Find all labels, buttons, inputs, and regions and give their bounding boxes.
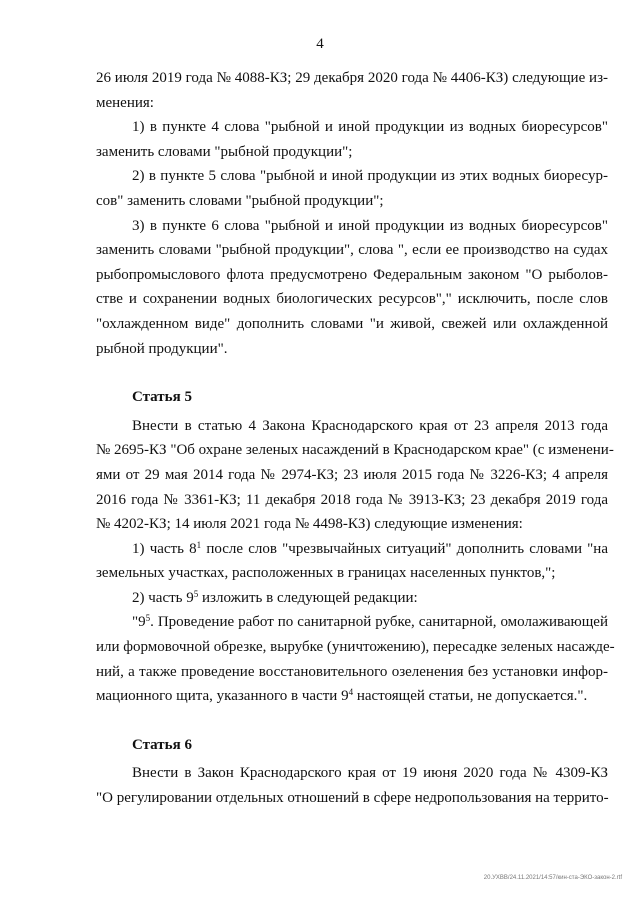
file-footer: 20.УХВВ/24.11.2021/14:57/кин-ста-ЭКО-закон-2.rtf (483, 875, 622, 881)
page-number: 4 (316, 36, 324, 52)
text-line: заменить словами "рыбной продукции"; (96, 143, 353, 160)
text-line (96, 537, 608, 562)
text-line: 1) в пункте 4 слова "рыбной и иной продукции из водных биоресурсов" (132, 119, 608, 136)
text-line: № 4202-КЗ; 14 июля 2021 года № 4498-КЗ) следующие изменения: (96, 516, 523, 533)
text-segment: изложить в следующей редакции: (198, 589, 418, 606)
text-line: Внести в статью 4 Закона Краснодарского края от 23 апреля 2013 года (132, 417, 608, 434)
superscript: 1 (196, 539, 202, 550)
text-line: ний, а также проведение восстановительного озеленения без установки инфор- (96, 663, 608, 680)
text-line: ями от 29 мая 2014 года № 2974-КЗ; 23 июля 2015 года № 3226-КЗ; 4 апреля (96, 466, 608, 483)
text-line: "О регулировании отдельных отношений в сфере недропользования на террито- (96, 790, 609, 807)
text-line: сов" заменить словами "рыбной продукции"; (96, 192, 384, 209)
text-line: 2016 года № 3361-КЗ; 11 декабря 2018 года № 3913-КЗ; 23 декабря 2019 года (96, 491, 608, 508)
text-line: № 2695-КЗ "Об охране зеленых насаждений в Краснодарском крае" (с изменени- (96, 442, 614, 459)
text-line: 26 июля 2019 года № 4088-КЗ; 29 декабря 2020 года № 4406-КЗ) следующие из- (96, 70, 608, 86)
text-line: рыбной продукции". (96, 340, 228, 357)
text-segment: мационного щита, указанного в части 9 (96, 688, 349, 705)
article-heading: Статья 5 (132, 389, 192, 406)
superscript: 5 (193, 588, 199, 599)
text-segment: 1) часть 8 (132, 540, 197, 557)
text-line: Внести в Закон Краснодарского края от 19 июня 2020 года № 4309-КЗ (132, 765, 608, 782)
text-segment: после слов "чрезвычайных ситуаций" дополнить словами "на (201, 540, 608, 557)
text-line: 3) в пункте 6 слова "рыбной и иной продукции из водных биоресурсов" (132, 217, 608, 234)
text-segment: "9 (132, 614, 146, 631)
superscript: 4 (348, 687, 354, 698)
text-line: менения: (96, 94, 154, 111)
text-line: стве и сохранении водных биологических ресурсов"," исключить, после слов (96, 291, 608, 308)
text-line: 2) в пункте 5 слова "рыбной и иной продукции из этих водных биоресур- (132, 168, 608, 185)
text-line: рыбопромыслового флота предусмотрено Федеральным законом "О рыболов- (96, 266, 608, 283)
text-segment: . Проведение работ по санитарной рубке, санитарной, омолаживающей (150, 614, 608, 631)
text-line: "охлажденном виде" дополнить словами "и живой, свежей или охлажденной (96, 315, 608, 332)
text-segment: 2) часть 9 (132, 589, 194, 606)
text-line: земельных участках, расположенных в границах населенных пунктов,"; (96, 565, 556, 582)
document-body (96, 66, 615, 811)
superscript: 5 (145, 613, 151, 624)
text-line: или формовочной обрезке, вырубке (уничтожению), пересадке зеленых насажде- (96, 639, 615, 656)
text-segment: настоящей статьи, не допускается.". (353, 688, 588, 705)
text-line (96, 610, 608, 635)
text-line (96, 684, 608, 709)
text-line (96, 586, 608, 611)
text-line: заменить словами "рыбной продукции", слова ", если ее производство на судах (96, 242, 608, 259)
article-heading: Статья 6 (132, 736, 192, 753)
